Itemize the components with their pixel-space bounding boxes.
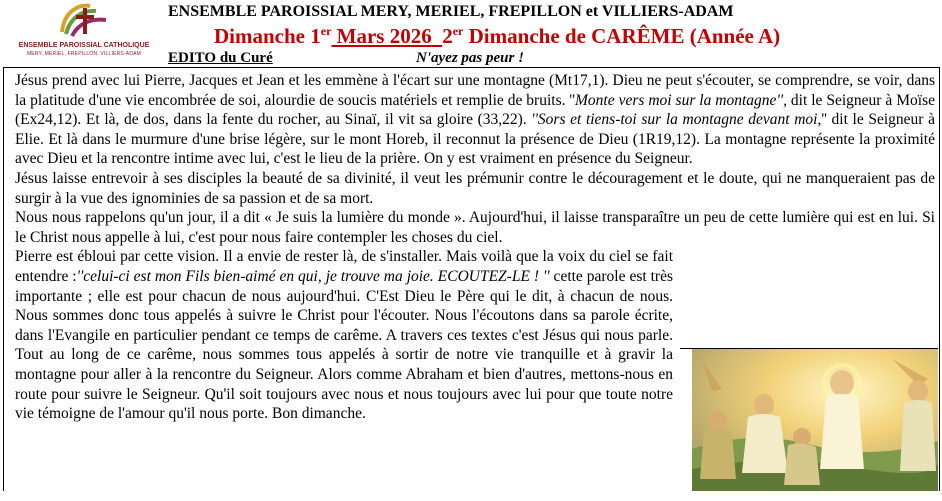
paragraph-3: Nous nous rappelons qu'un jour, il a dit « Je suis la lumière du monde ». Aujourd'hui, il laisse transparaître un peu de cette lumière qui est en lui. Si le Christ nous appelle à lui, c'est pour nous faire contempler les choses du ciel. [15, 209, 935, 246]
sunday-number-suffix: er [452, 24, 464, 38]
logo-subtitle: MERY, MERIEL, FREPILLON, VILLIERS-ADAM [26, 51, 142, 57]
p4-quote-father: ''celui-ci est mon Fils bien-aimé en qui, je trouve ma joie. ECOUTEZ-LE ! '' [76, 267, 550, 285]
sunday-number: 2 [442, 24, 453, 48]
paragraph-2: Jésus laisse entrevoir à ses disciples la beauté de sa divinité, il veut les prémunir contre le découragement et le doute, qui ne manqueraient pas de surgir à la vue des ignominies de sa passion et de sa mort. [15, 169, 935, 207]
paragraph-1 [15, 71, 935, 169]
edito-tagline: N'ayez pas peur ! [416, 50, 524, 66]
p4-text-a: Pierre est ébloui par cette vision. Il a envie de rester là, de s'installer. Mais voilà que la voix du ciel se fait entendre : [15, 248, 673, 285]
date-suffix: er [320, 24, 332, 38]
p1-quote-moses: Monte vers moi sur la montagne'', [575, 91, 787, 109]
p1-text-b: dit le Seigneur à Moïse (Ex24,12). Et là, de dos, dans la fente du rocher, au Sinaï, il vit sa gloire (33,22). [15, 91, 935, 129]
parish-cross-logo-icon [56, 2, 114, 40]
logo-title: ENSEMBLE PAROISSIAL CATHOLIQUE [18, 42, 150, 49]
sunday-date-heading [214, 24, 780, 49]
transfiguration-painting [692, 349, 938, 491]
sunday-name: Dimanche de CARÊME (Année A) [463, 24, 781, 48]
p1-text-c: ,'' dit le Seigneur à Elie. Et là dans le murmure d'une brise légère, sur le mont Horeb, il reconnut la présence de Dieu (1R19,12). La montagne représente la proximité avec Dieu et la rencontre intime avec lui, c'est le lieu de la prière. On y est vraiment en présence du Seigneur. [15, 111, 935, 168]
date-month-year: Mars 2026 [331, 24, 432, 48]
date-prefix: Dimanche 1 [214, 24, 321, 48]
parish-title: ENSEMBLE PAROISSIAL MERY, MERIEL, FREPILLON et VILLIERS-ADAM [168, 3, 734, 20]
p1-text-a: Jésus prend avec lui Pierre, Jacques et Jean et les emmène à l'écart sur une montagne (Mt17,1). Dieu ne peut s'écouter, se comprendre, se voir, dans la platitude d'une vie encombrée de soi, alourdie de soucis matériels et remplie de bruits. '' [15, 72, 935, 109]
p4-text-b: cette parole est très importante ; elle est pour chacun de nous aujourd'hui. C'Est Dieu le Père qui le dit, à chacun de nous. Nous sommes donc tous appelés à suivre le Christ pour l'écouter. Nous l'écoutons dans sa parole écrite, dans l'Evangile en particulier pendant ce temps de carême. A travers ces textes c'est Jésus qui nous parle. Tout au long de ce carême, nous sommes tous appelés à sortir de notre vie tranquille et à gravir la montagne pour aller à la rencontre du Seigneur. Alors comme Abraham et bien d'autres, mettons-nous en route pour suivre le Seigneur. Qu'il soit toujours avec nous et nous toujours avec lui pour que toute notre vie témoigne de l'amour qu'il nous porte. [15, 267, 673, 423]
edito-label: EDITO du Curé [168, 50, 273, 66]
parish-logo [14, 2, 154, 64]
heading-separator [432, 24, 443, 48]
closing-greeting: Bon dimanche. [271, 405, 366, 423]
p1-quote-elijah: ''Sors et tiens-toi sur la montagne devant moi [531, 111, 818, 129]
